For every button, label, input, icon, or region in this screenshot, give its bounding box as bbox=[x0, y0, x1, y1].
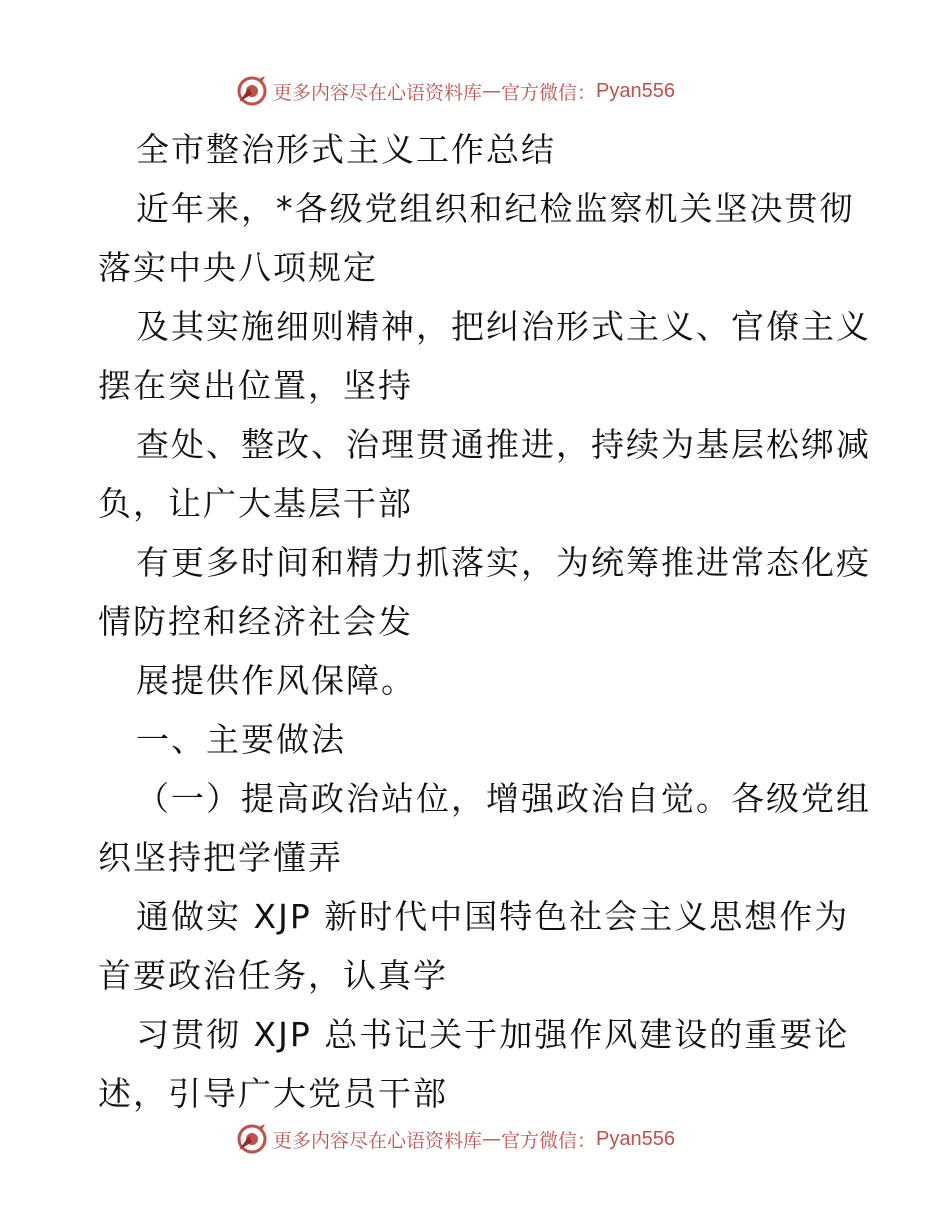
document-body bbox=[98, 120, 871, 1123]
watermark-dash: — bbox=[482, 1128, 502, 1150]
logo-icon bbox=[235, 74, 269, 108]
text-line: 近年来，*各级党组织和纪检监察机关坚决贯彻 bbox=[136, 189, 855, 228]
text-line: 情防控和经济社会发 bbox=[98, 602, 413, 641]
header-watermark bbox=[235, 74, 675, 108]
text-line: 落实中央八项规定 bbox=[98, 248, 378, 287]
text-line: 及其实施细则精神，把纠治形式主义、官僚主义 bbox=[136, 307, 871, 346]
footer-watermark bbox=[235, 1122, 675, 1156]
watermark-sub-text: 官方微信： bbox=[501, 81, 597, 104]
text-line: （一）提高政治站位，增强政治自觉。各级党组 bbox=[136, 779, 871, 818]
watermark-main-text: 更多内容尽在心语资料库 bbox=[273, 1129, 483, 1152]
text-line: 查处、整改、治理贯通推进，持续为基层松绑减 bbox=[136, 425, 871, 464]
text-line: 摆在突出位置，坚持 bbox=[98, 366, 413, 405]
text-line: 负，让广大基层干部 bbox=[98, 484, 413, 523]
text-line: 通做实 XJP 新时代中国特色社会主义思想作为 bbox=[136, 897, 850, 936]
text-line: 织坚持把学懂弄 bbox=[98, 838, 343, 877]
watermark-wechat-id: Pyan556 bbox=[596, 79, 675, 102]
watermark-main-text: 更多内容尽在心语资料库 bbox=[273, 81, 483, 104]
logo-icon bbox=[235, 1122, 269, 1156]
watermark-sub-text: 官方微信： bbox=[501, 1129, 597, 1152]
watermark-wechat-id: Pyan556 bbox=[596, 1127, 675, 1150]
text-line: 首要政治任务，认真学 bbox=[98, 956, 448, 995]
text-line: 展提供作风保障。 bbox=[136, 661, 416, 700]
text-line: 一、主要做法 bbox=[136, 720, 346, 759]
watermark-dash: — bbox=[482, 80, 502, 102]
text-line: 述，引导广大党员干部 bbox=[98, 1074, 448, 1113]
text-line: 习贯彻 XJP 总书记关于加强作风建设的重要论 bbox=[136, 1015, 850, 1054]
text-line: 有更多时间和精力抓落实，为统筹推进常态化疫 bbox=[136, 543, 871, 582]
document-title: 全市整治形式主义工作总结 bbox=[136, 130, 556, 169]
